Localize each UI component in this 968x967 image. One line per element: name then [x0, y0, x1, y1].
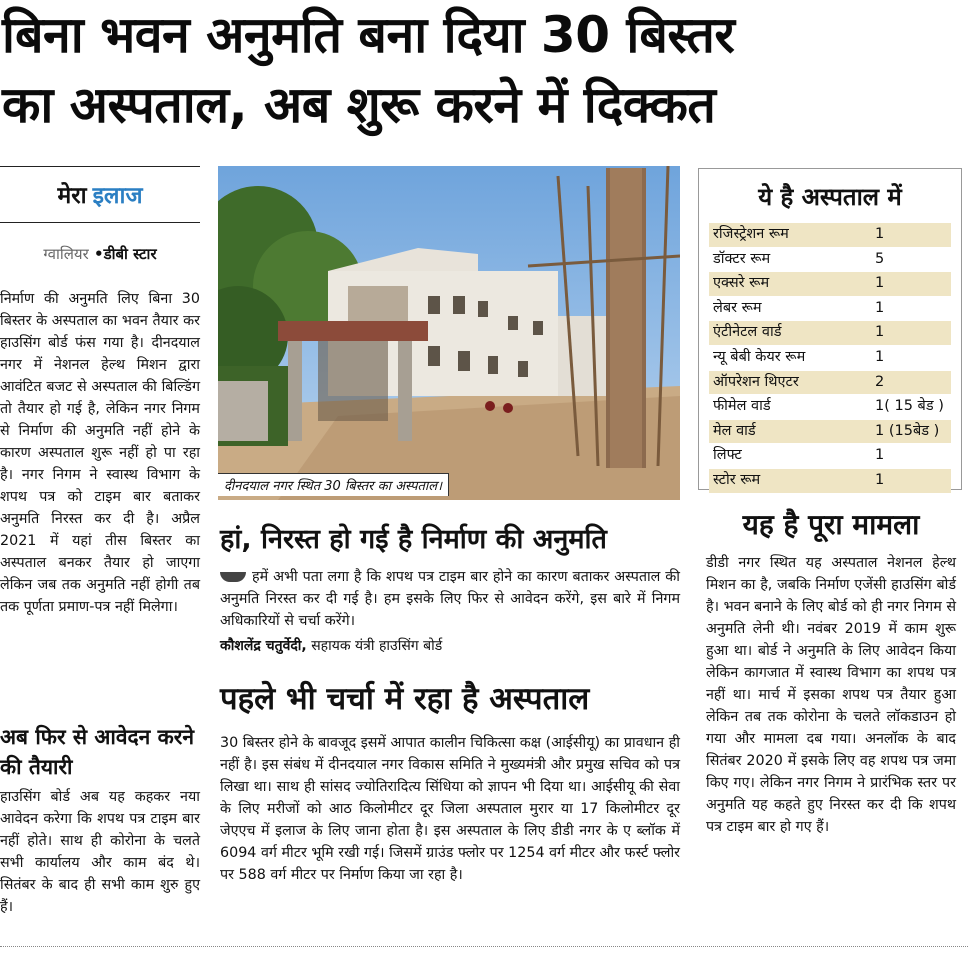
- facility-count: 1: [875, 471, 885, 488]
- facility-row: [709, 272, 951, 297]
- quote-icon: [220, 572, 246, 582]
- history-body: 30 बिस्तर होने के बावजूद इसमें आपात कालीन चिकित्सा कक्ष (आईसीयू) का प्रावधान ही नहीं है। इस संबंध में दीनदयाल नगर विकास समिति ने मुख्यमंत्री और प्रमुख सचिव को पत्र लिखा था। साथ ही सांसद ज्योतिरादित्य सिंधिया को ज्ञापन भी दिया था। आईसीयू की सेवा के लिए मरीजों को आठ किलोमीटर दूर जिला अस्पताल मुरार या 17 किलोमीटर दूर जेएएच में इलाज के लिए जाना होता है। इस अस्पताल के लिए डीडी नगर के ए ब्लॉक में 6094 वर्ग मीटर भूमि रखी गई। जिसमें ग्राउंड फ्लोर पर 1254 वर्ग मीटर और फर्स्ट फ्लोर पर 588 वर्ग मीटर पर निर्माण किया जा रहा है।: [220, 735, 680, 883]
- facility-count: 1( 15 बेड ): [875, 398, 944, 415]
- facility-count: 1 (15बेड ): [875, 422, 940, 439]
- facility-count: 1: [875, 275, 885, 292]
- facility-row: [709, 420, 951, 445]
- facility-name: फीमेल वार्ड: [713, 398, 771, 415]
- facility-name: लेबर रूम: [713, 299, 762, 316]
- dateline: [0, 244, 200, 264]
- facility-row: [709, 248, 951, 273]
- quote-heading: हां, निरस्त हो गई है निर्माण की अनुमति: [220, 524, 607, 555]
- section-brand: [0, 176, 200, 216]
- facility-name: मेल वार्ड: [713, 422, 756, 439]
- left-body-2: हाउसिंग बोर्ड अब यह कहकर नया आवेदन करेगा कि शपथ पत्र टाइम बार नहीं होते। साथ ही कोरोना के चलते सभी कार्यालय और काम बंद थे। सितंबर के बाद ही सभी काम शुरु हुए हैं।: [0, 789, 200, 915]
- facility-count: 2: [875, 373, 885, 390]
- next-story-strip: [0, 954, 968, 967]
- facilities-box: [698, 168, 962, 490]
- facilities-title: ये है अस्पताल में: [758, 183, 902, 211]
- case-body: डीडी नगर स्थित यह अस्पताल नेशनल हेल्थ मिशन का है, जबकि निर्माण एजेंसी हाउसिंग बोर्ड है। भवन बनाने के लिए बोर्ड को ही नगर निगम से अनुमति लेनी थी। नवंबर 2019 में काम शुरू हुआ था। बोर्ड ने अनुमति के लिए आवेदन किया लेकिन कागजात में स्वास्थ विभाग का शपथ पत्र नहीं था। मार्च में इसका शपथ पत्र तैयार हुआ लेकिन तब तक कोरोना के चलते लॉकडाउन हो गया और मामला दब गया। अनलॉक के बाद सितंबर 2020 में इसके लिए वह शपथ पत्र जमा किए गए। लेकिन नगर निगम ने प्रारंभिक स्तर पर अनुमति यह कहते हुए निरस्त कर दी कि शपथ पत्र टाइम बार हो गए हैं।: [706, 555, 956, 835]
- left-intro-text: निर्माण की अनुमति लिए बिना 30 बिस्तर के अस्पताल का भवन तैयार कर हाउसिंग बोर्ड फंस गया है। दीनदयाल नगर में नेशनल हेल्थ मिशन द्वारा आवंटित बजट से अस्पताल की बिल्डिंग तो तैयार हो गई है, लेकिन नगर निगम से निर्माण की अनुमति नहीं होने के कारण अस्पताल शुरू नहीं हो पा रहा है। नगर निगम ने स्वास्थ विभाग के शपथ पत्र को टाइम बार बताकर अनुमति निरस्त कर दी है। अप्रैल 2021 में यहां तीस बिस्तर का अस्पताल बनकर तैयार हो जाएगा लेकिन जब तक अनुमति नहीं होगी तब तक पूर्णता प्रमाण-पत्र नहीं मिलेगा।: [0, 291, 200, 615]
- brand-part-1: मेरा: [57, 183, 87, 209]
- quote-person-designation: सहायक यंत्री हाउसिंग बोर्ड: [311, 638, 443, 654]
- headline: [2, 0, 966, 140]
- facility-name: स्टोर रूम: [713, 471, 761, 488]
- facility-row: [709, 223, 951, 248]
- facility-row: [709, 297, 951, 322]
- facility-name: रजिस्ट्रेशन रूम: [713, 226, 789, 242]
- facility-row: [709, 469, 951, 494]
- facility-name: न्यू बेबी केयर रूम: [713, 348, 806, 365]
- photo-caption: दीनदयाल नगर स्थित 30 बिस्तर का अस्पताल।: [218, 473, 449, 496]
- facility-name: लिफ्ट: [713, 447, 742, 464]
- quote-text: हमें अभी पता लगा है कि शपथ पत्र टाइम बार होने का कारण बताकर अस्पताल की अनुमति निरस्त कर दी गई है। हम इसके लिए फिर से आवेदन करेंगे, इस बारे में निगम अधिकारियों से चर्चा करेंगे।: [220, 569, 680, 629]
- dateline-bullet: •: [93, 245, 104, 263]
- facility-name: एंटीनेटल वार्ड: [713, 324, 782, 341]
- hospital-photo: [218, 166, 680, 500]
- facility-row: [709, 371, 951, 396]
- facility-count: 1: [875, 226, 885, 242]
- left-top-rule: [0, 166, 200, 167]
- left-subhead: अब फिर से आवेदन करने की तैयारी: [0, 725, 195, 779]
- facility-row: [709, 395, 951, 420]
- history-heading: पहले भी चर्चा में रहा है अस्पताल: [220, 681, 590, 717]
- case-heading: यह है पूरा मामला: [742, 508, 920, 541]
- quote-text-block: [220, 566, 680, 632]
- facility-name: एक्सरे रूम: [713, 275, 770, 292]
- brand-rule: [0, 222, 200, 223]
- headline-line-2: का अस्पताल, अब शुरू करने में दिक्कत: [2, 76, 716, 134]
- bottom-divider: [0, 946, 968, 948]
- facility-count: 5: [875, 250, 885, 267]
- facility-count: 1: [875, 348, 885, 365]
- hospital-building-illustration: [218, 166, 680, 500]
- dateline-city: ग्वालियर: [43, 245, 89, 263]
- quote-person-name: कौशलेंद्र चतुर्वेदी,: [220, 638, 307, 654]
- dateline-reporter: डीबी स्टार: [103, 245, 157, 263]
- facilities-table: [709, 223, 951, 494]
- facility-row: [709, 321, 951, 346]
- facility-name: डॉक्टर रूम: [713, 250, 771, 267]
- facility-count: 1: [875, 324, 885, 341]
- brand-part-2: इलाज: [92, 183, 143, 209]
- facility-count: 1: [875, 299, 885, 316]
- facility-row: [709, 444, 951, 469]
- headline-line-1: बिना भवन अनुमति बना दिया 30 बिस्तर: [2, 6, 735, 64]
- quote-attribution: [220, 636, 680, 655]
- facility-name: ऑपरेशन थिएटर: [713, 373, 799, 390]
- facility-count: 1: [875, 447, 885, 464]
- facility-row: [709, 346, 951, 371]
